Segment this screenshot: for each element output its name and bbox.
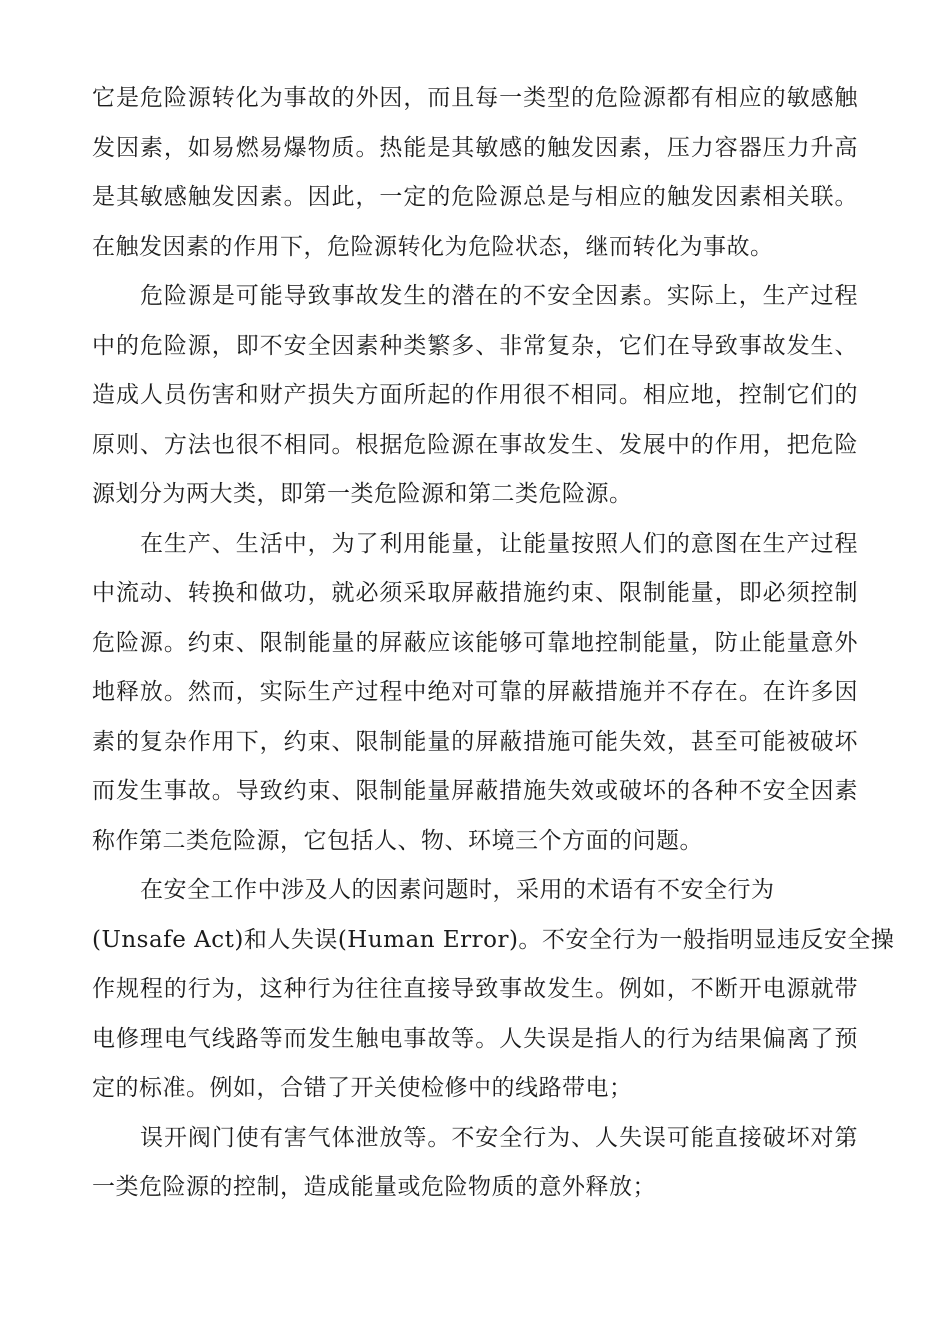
paragraph: [92, 866, 895, 1114]
text-line: 造成人员伤害和财产损失方面所起的作用很不相同。相应地，控制它们的: [92, 382, 858, 408]
text-line: 在安全工作中涉及人的因素问题时，采用的术语有不安全行为: [140, 877, 775, 903]
text-line: 称作第二类危险源，它包括人、物、环境三个方面的问题。: [92, 827, 703, 854]
text-line: 定的标准。例如，合错了开关使检修中的线路带电；: [92, 1075, 633, 1101]
paragraph: [92, 74, 858, 272]
text-line: 危险源。约束、限制能量的屏蔽应该能够可靠地控制能量，防止能量意外: [92, 629, 858, 656]
text-line: 地释放。然而，实际生产过程中绝对可靠的屏蔽措施并不存在。在许多因: [92, 679, 858, 705]
text-line: 在触发因素的作用下，危险源转化为危险状态，继而转化为事故。: [92, 233, 774, 260]
text-line: 误开阀门使有害气体泄放等。不安全行为、人失误可能直接破坏对第: [140, 1124, 858, 1151]
text-line: 危险源是可能导致事故发生的潜在的不安全因素。实际上，生产过程: [140, 283, 858, 309]
text-line: 原则、方法也很不相同。根据危险源在事故发生、发展中的作用，把危险: [92, 431, 858, 458]
text-line: 在生产、生活中，为了利用能量，让能量按照人们的意图在生产过程: [140, 530, 858, 557]
text-line: 作规程的行为，这种行为往往直接导致事故发生。例如，不断开电源就带: [92, 976, 858, 1002]
document-body: [92, 74, 895, 1213]
text-line: 一类危险源的控制，造成能量或危险物质的意外释放；: [92, 1174, 656, 1200]
paragraph: [92, 520, 858, 867]
text-line: 而发生事故。导致约束、限制能量屏蔽措施失效或破坏的各种不安全因素: [92, 778, 858, 804]
text-line: (Unsafe Act)和人失误(Human Error)。不安全行为一般指明显违反安全操: [92, 926, 895, 953]
text-line: 中的危险源，即不安全因素种类繁多、非常复杂，它们在导致事故发生、: [92, 332, 858, 359]
paragraph: [92, 272, 858, 520]
text-line: 中流动、转换和做功，就必须采取屏蔽措施约束、限制能量，即必须控制: [92, 580, 858, 606]
text-line: 源划分为两大类，即第一类危险源和第二类危险源。: [92, 481, 633, 507]
text-line: 是其敏感触发因素。因此，一定的危险源总是与相应的触发因素相关联。: [92, 184, 858, 210]
text-line: 素的复杂作用下，约束、限制能量的屏蔽措施可能失效，甚至可能被破坏: [92, 728, 858, 755]
text-line: 发因素，如易燃易爆物质。热能是其敏感的触发因素，压力容器压力升高: [92, 134, 858, 161]
text-line: 电修理电气线路等而发生触电事故等。人失误是指人的行为结果偏离了预: [92, 1025, 858, 1052]
paragraph: [92, 1114, 858, 1213]
text-line: 它是危险源转化为事故的外因，而且每一类型的危险源都有相应的敏感触: [92, 85, 858, 111]
